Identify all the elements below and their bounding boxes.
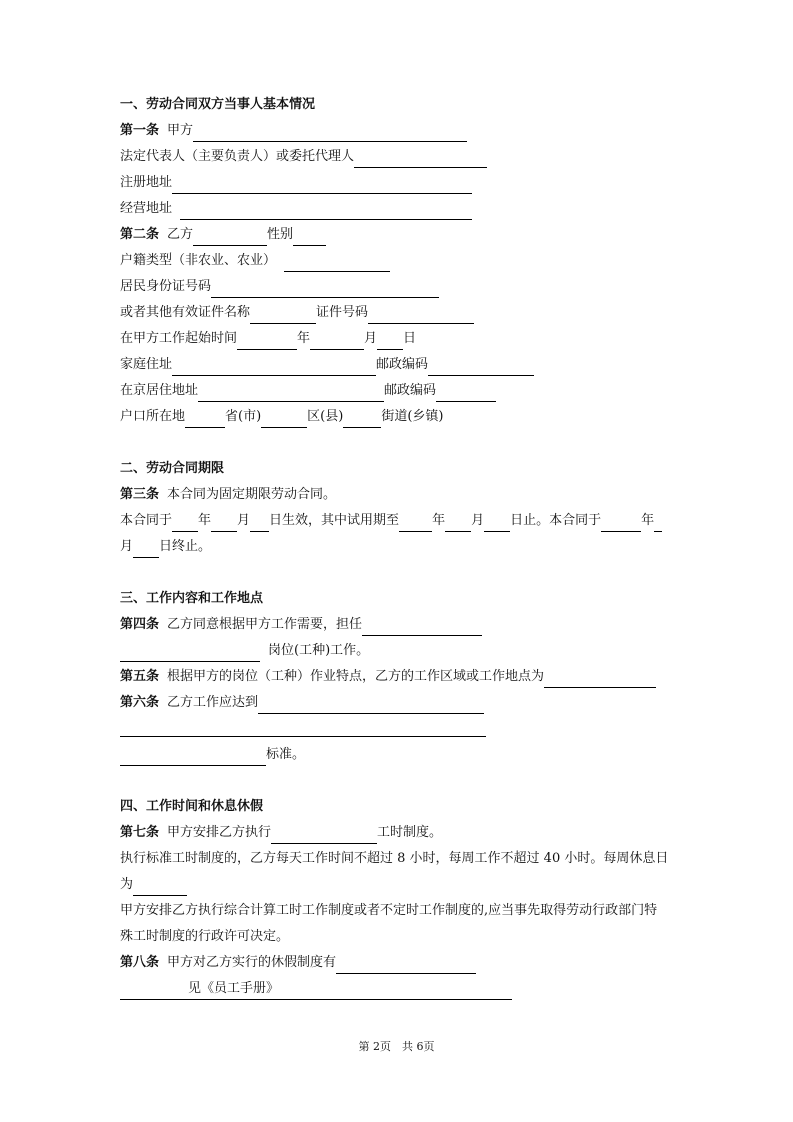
work-standard-blank-2[interactable] (120, 736, 486, 737)
term-line-2: 月 日终止。 (120, 536, 211, 558)
work-standard-blank-3[interactable] (120, 748, 266, 766)
legal-rep-line: 法定代表人（主要负责人）或委托代理人 (120, 146, 487, 168)
op-addr-line: 经营地址 (120, 198, 472, 220)
effective-month-blank[interactable] (211, 514, 237, 532)
party-b-blank[interactable] (193, 228, 267, 246)
home-addr-line: 家庭住址 邮政编码 (120, 354, 534, 376)
standard-hours-line-2: 为 (120, 874, 187, 896)
article-8: 第八条 甲方对乙方实行的休假制度有 (120, 952, 476, 974)
work-location-blank[interactable] (544, 670, 656, 688)
leave-policy-fill-text: 见《员工手册》 (188, 981, 280, 996)
home-postcode-blank[interactable] (428, 358, 534, 376)
position-blank-2[interactable] (120, 644, 260, 662)
section-heading-4: 四、工作时间和休息休假 (120, 799, 264, 814)
work-standard-blank-1[interactable] (258, 696, 484, 714)
position-blank-1[interactable] (362, 618, 482, 636)
end-month-blank[interactable] (133, 540, 159, 558)
hukou-loc-line: 户口所在地 省(市) 区(县) 街道(乡镇) (120, 406, 443, 428)
start-year-blank[interactable] (237, 332, 297, 350)
hukou-type-line: 户籍类型（非农业、农业） (120, 250, 390, 272)
comprehensive-hours-line-2: 殊工时制度的行政许可决定。 (120, 929, 290, 944)
id-no-line: 居民身份证号码 (120, 276, 439, 298)
page-footer: 第 2页 共 6页 (358, 1040, 435, 1053)
article-7: 第七条 甲方安排乙方执行 工时制度。 (120, 822, 442, 844)
section-heading-3: 三、工作内容和工作地点 (120, 591, 264, 606)
other-id-blank[interactable] (250, 306, 316, 324)
end-year-blank[interactable] (601, 514, 641, 532)
work-hours-system-blank[interactable] (271, 826, 377, 844)
leave-policy-blank-2[interactable] (120, 982, 512, 1000)
bj-addr-blank[interactable] (198, 384, 384, 402)
reg-addr-line: 注册地址 (120, 172, 472, 194)
district-blank[interactable] (261, 410, 307, 428)
party-a-blank[interactable] (193, 124, 467, 142)
gender-blank[interactable] (293, 228, 326, 246)
home-addr-blank[interactable] (172, 358, 376, 376)
article-6: 第六条 乙方工作应达到 (120, 692, 484, 714)
street-blank[interactable] (343, 410, 381, 428)
section-heading-1: 一、劳动合同双方当事人基本情况 (120, 97, 316, 112)
probation-day-blank[interactable] (484, 514, 510, 532)
standard-hours-line-1: 执行标准工时制度的，乙方每天工作时间不超过 8 小时，每周工作不超过 40 小时。每周休息日 (120, 851, 669, 866)
leave-policy-blank-1[interactable] (336, 956, 476, 974)
end-month-blank-start[interactable] (654, 514, 662, 532)
id-no-blank[interactable] (211, 280, 439, 298)
op-addr-blank[interactable] (180, 202, 472, 220)
rest-day-blank[interactable] (133, 878, 187, 896)
cert-no-blank[interactable] (368, 306, 474, 324)
probation-month-blank[interactable] (445, 514, 471, 532)
article-4: 第四条 乙方同意根据甲方工作需要，担任 (120, 614, 482, 636)
start-month-blank[interactable] (310, 332, 364, 350)
article-6-cont: 标准。 (120, 744, 305, 766)
province-blank[interactable] (185, 410, 225, 428)
article-1: 第一条 甲方 (120, 120, 467, 142)
term-line-1: 本合同于 年 月 日生效，其中试用期至 年 月 日止。本合同于 年 (120, 510, 662, 532)
start-time-line: 在甲方工作起始时间 年 月 日 (120, 328, 416, 350)
article-3: 第三条 本合同为固定期限劳动合同。 (120, 487, 337, 502)
other-id-line: 或者其他有效证件名称 证件号码 (120, 302, 474, 324)
probation-year-blank[interactable] (399, 514, 432, 532)
section-heading-2: 二、劳动合同期限 (120, 461, 225, 476)
start-day-blank[interactable] (377, 332, 403, 350)
effective-year-blank[interactable] (172, 514, 198, 532)
bj-addr-line: 在京居住地址 邮政编码 (120, 380, 496, 402)
bj-postcode-blank[interactable] (436, 384, 496, 402)
article-8-cont (120, 978, 512, 1000)
comprehensive-hours-line-1: 甲方安排乙方执行综合计算工时工作制度或者不定时工作制度的,应当事先取得劳动行政部门特 (120, 903, 658, 918)
article-5: 第五条 根据甲方的岗位（工种）作业特点，乙方的工作区域或工作地点为 (120, 666, 656, 688)
article-4-cont: 岗位(工种)工作。 (120, 640, 369, 662)
hukou-type-blank[interactable] (284, 254, 390, 272)
article-2: 第二条 乙方 性别 (120, 224, 326, 246)
legal-rep-blank[interactable] (354, 150, 487, 168)
effective-day-blank[interactable] (250, 514, 269, 532)
reg-addr-blank[interactable] (172, 176, 472, 194)
